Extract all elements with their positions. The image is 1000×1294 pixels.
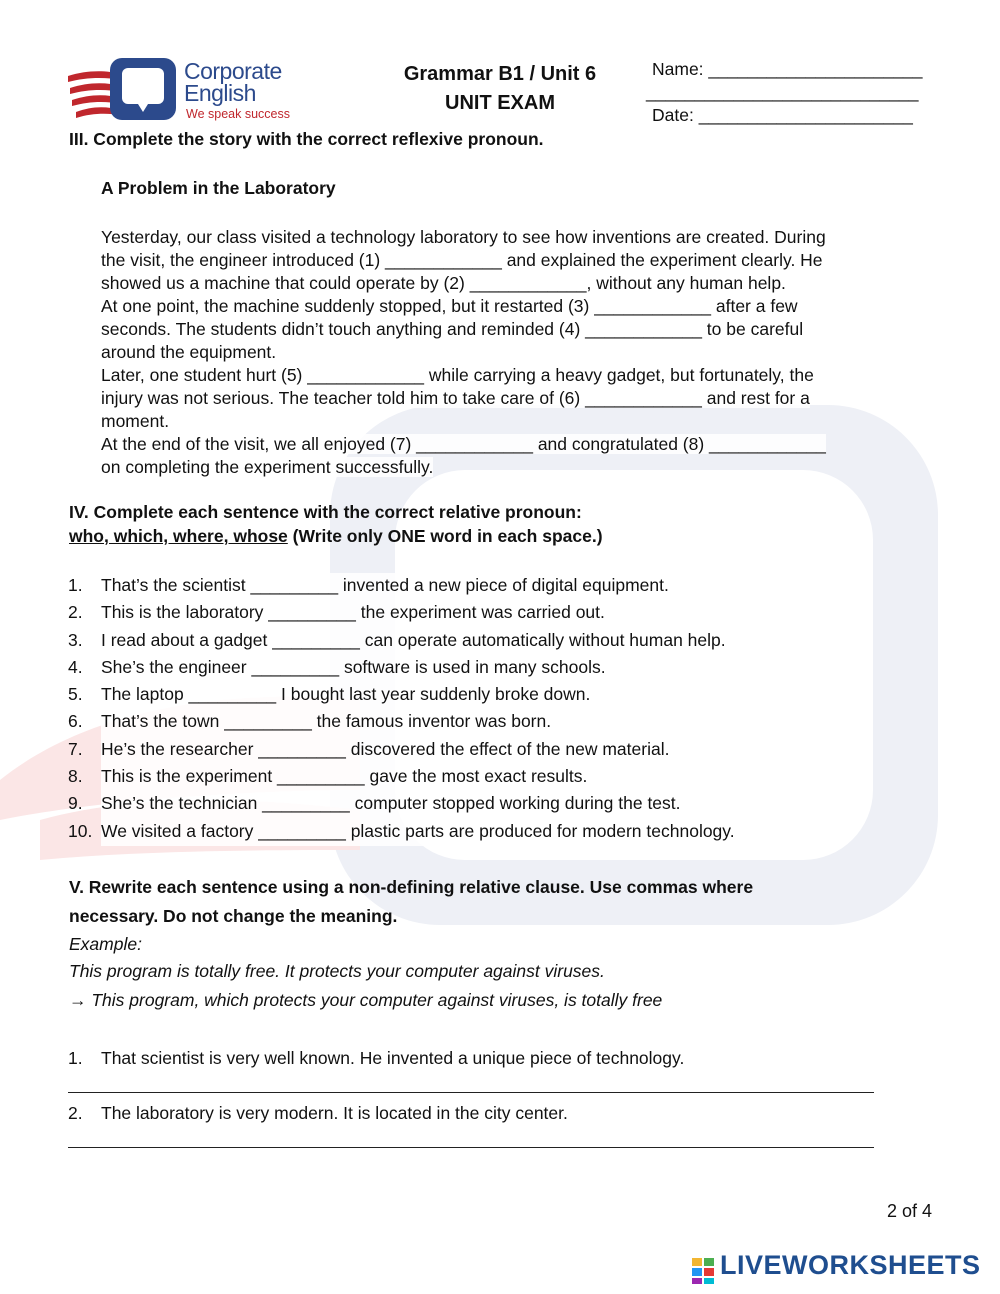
story-line[interactable]: At one point, the machine suddenly stopped, but it restarted (3) ____________ after a few <box>101 296 798 316</box>
logo-tagline: We speak success <box>186 107 290 121</box>
item-number: 2. <box>68 1103 83 1123</box>
list-item <box>68 819 868 846</box>
item-sentence: That scientist is very well known. He invented a unique piece of technology. <box>101 1048 685 1068</box>
section-5-heading: V. Rewrite each sentence using a non-defining relative clause. Use commas where <box>69 877 754 897</box>
rewrite-item <box>68 1101 888 1125</box>
story-line[interactable]: the visit, the engineer introduced (1) ____________ and explained the experiment clearly. He <box>101 250 823 270</box>
section-4-instruction: (Write only ONE word in each space.) <box>287 526 603 546</box>
item-sentence[interactable]: This is the laboratory _________ the experiment was carried out. <box>101 600 605 627</box>
item-sentence[interactable]: This is the experiment _________ gave the most exact results. <box>101 764 587 791</box>
section-3-heading: III. Complete the story with the correct reflexive pronoun. <box>69 129 544 149</box>
pronoun-options: who, which, where, whose <box>69 526 288 546</box>
story-line[interactable]: Later, one student hurt (5) ____________ while carrying a heavy gadget, but fortunately, the <box>101 365 814 385</box>
section-4-heading: IV. Complete each sentence with the correct relative pronoun: <box>69 502 582 522</box>
item-number: 3. <box>68 629 83 650</box>
story-line: around the equipment. <box>101 342 277 362</box>
item-number: 6. <box>68 711 83 732</box>
liveworksheets-blocks-icon <box>690 1256 718 1286</box>
story-line: Yesterday, our class visited a technology laboratory to see how inventions are created. During <box>101 227 826 247</box>
flag-chat-icon <box>66 56 186 126</box>
relative-pronoun-list <box>68 573 868 846</box>
corporate-english-logo <box>66 56 306 126</box>
item-sentence[interactable]: The laptop _________ I bought last year suddenly broke down. <box>101 682 590 709</box>
item-number: 1. <box>68 575 83 595</box>
item-number: 2. <box>68 602 83 623</box>
logo-text-corporate: Corporate <box>184 58 282 84</box>
answer-line[interactable] <box>68 1147 874 1148</box>
section-5-heading-cont: necessary. Do not change the meaning. <box>69 906 398 926</box>
item-sentence[interactable]: I read about a gadget _________ can operate automatically without human help. <box>101 628 726 655</box>
example-label: Example: <box>69 934 142 954</box>
answer-line[interactable] <box>68 1092 874 1093</box>
title-line-2: UNIT EXAM <box>445 92 555 114</box>
item-number: 4. <box>68 656 83 677</box>
item-sentence[interactable]: We visited a factory _________ plastic parts are produced for modern technology. <box>101 819 735 846</box>
story-line: moment. <box>101 411 170 431</box>
list-item <box>68 655 868 682</box>
story-title: A Problem in the Laboratory <box>101 178 336 198</box>
item-number: 9. <box>68 793 83 814</box>
list-item <box>68 709 868 736</box>
name-date-box <box>646 58 936 127</box>
list-item <box>68 628 868 655</box>
section-4-subheading <box>69 526 603 547</box>
story-line[interactable]: showed us a machine that could operate by (2) ____________, without any human help. <box>101 273 786 293</box>
item-number: 10. <box>68 820 93 841</box>
example-answer: → This program, which protects your computer against viruses, is totally free <box>69 990 663 1010</box>
story-paragraph <box>101 226 931 479</box>
title-line-1: Grammar B1 / Unit 6 <box>403 63 597 85</box>
story-line[interactable]: At the end of the visit, we all enjoyed (7) ____________ and congratulated (8) ____________ <box>101 434 826 454</box>
example-sentence: This program is totally free. It protects your computer against viruses. <box>69 961 605 981</box>
date-field[interactable]: Date: ______________________ <box>652 105 913 125</box>
item-sentence[interactable]: She’s the engineer _________ software is used in many schools. <box>101 655 606 682</box>
list-item <box>68 573 868 600</box>
item-sentence[interactable]: He’s the researcher _________ discovered the effect of the new material. <box>101 737 669 764</box>
liveworksheets-brand: LIVEWORKSHEETS <box>720 1250 981 1280</box>
item-number: 8. <box>68 766 83 787</box>
list-item <box>68 600 868 627</box>
item-number: 5. <box>68 684 83 705</box>
list-item <box>68 682 868 709</box>
item-sentence[interactable]: That’s the scientist _________ invented a new piece of digital equipment. <box>101 573 669 600</box>
item-number: 7. <box>68 738 83 759</box>
item-number: 1. <box>68 1048 83 1068</box>
list-item <box>68 737 868 764</box>
item-sentence: The laboratory is very modern. It is located in the city center. <box>101 1103 568 1123</box>
name-field[interactable]: Name: ______________________ <box>652 59 923 79</box>
page-number: 2 of 4 <box>886 1201 932 1221</box>
logo-text-english: English <box>184 80 256 106</box>
item-sentence[interactable]: She’s the technician _________ computer stopped working during the test. <box>101 791 681 818</box>
name-extra-line[interactable]: ____________________________ <box>646 82 919 102</box>
exam-title <box>370 60 630 118</box>
list-item <box>68 764 868 791</box>
item-sentence[interactable]: That’s the town _________ the famous inventor was born. <box>101 709 551 736</box>
story-line: on completing the experiment successfully. <box>101 457 434 477</box>
rewrite-item <box>68 1046 888 1070</box>
story-line[interactable]: injury was not serious. The teacher told him to take care of (6) ____________ and rest for a <box>101 388 810 408</box>
list-item <box>68 791 868 818</box>
story-line[interactable]: seconds. The students didn’t touch anything and reminded (4) ____________ to be careful <box>101 319 804 339</box>
